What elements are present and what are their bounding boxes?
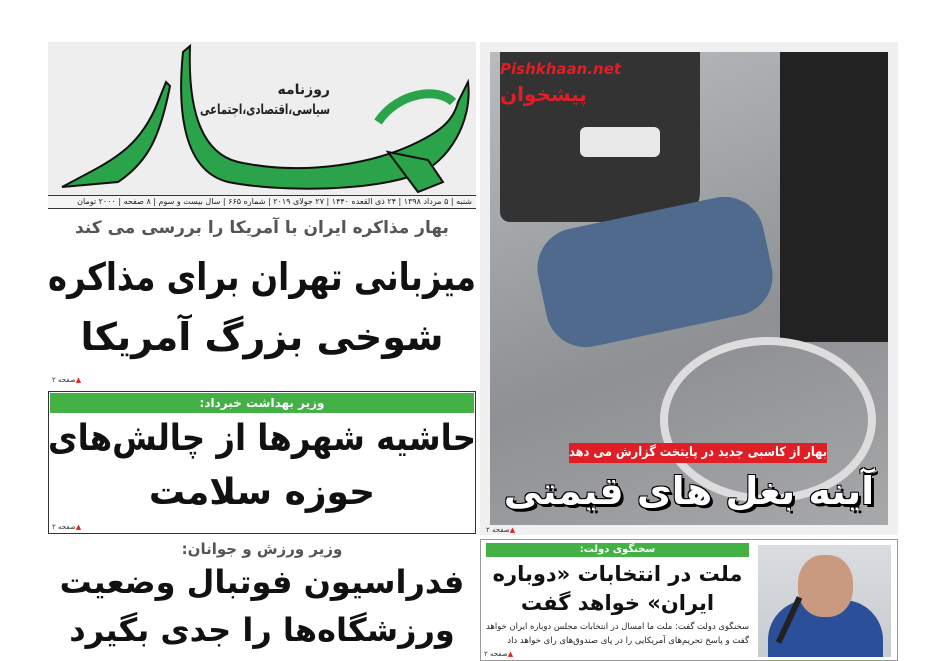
story2-headline-2[interactable]: حوزه سلامت: [148, 472, 376, 513]
watermark: Pishkhaan.net: [500, 60, 622, 78]
story2-kicker: وزیر بهداشت خبرداد:: [199, 396, 325, 410]
car-headlight: [580, 127, 660, 157]
story2-page-ref[interactable]: ▲صفحه ۲: [52, 523, 82, 531]
story3-headline-1[interactable]: فدراسیون فوتبال وضعیت: [59, 563, 465, 601]
story1-headline-2[interactable]: شوخی بزرگ آمریکا: [80, 315, 444, 359]
story1-kicker: بهار مذاکره ایران با آمریکا را بررسی می کند: [75, 218, 449, 238]
face-shape: [798, 555, 853, 617]
watermark-fa: پیشخوان: [500, 82, 587, 106]
page-ref-label: صفحه ۲: [486, 526, 510, 534]
story4-page-ref[interactable]: ▲صفحه ۲: [484, 650, 514, 658]
story3-kicker: وزیر ورزش و جوانان:: [181, 540, 343, 558]
story4-headline-1[interactable]: ملت در انتخابات «دوباره: [492, 562, 743, 586]
story4-body-line-2: گفت و پاسخ تحریم‌های آمریکایی را در پای صندوق‌های رای خواهد داد: [507, 636, 749, 646]
photo-kicker: بهار از کاسبی جدید در پایتخت گزارش می دهد: [569, 445, 827, 460]
page-ref-label: صفحه ۲: [484, 650, 508, 658]
tagline-line-2: سیاسی،اقتصادی،اجتماعی: [200, 102, 330, 118]
page-ref-label: صفحه ۲: [52, 523, 76, 531]
dateline: شنبه | ۵ مرداد ۱۳۹۸ | ۲۴ ذی القعده ۱۴۴۰ | ۲۷ جولای ۲۰۱۹ | شماره ۶۶۵ | سال بیست و سوم | ۸ صفحه | ۲۰۰۰ تومان: [77, 197, 472, 206]
spokesman-photo[interactable]: [758, 545, 891, 657]
story3-headline-2[interactable]: ورزشگاه‌ها را جدی بگیرد: [69, 611, 455, 649]
tagline-line-1: روزنامه: [277, 82, 330, 98]
standing-person: [780, 52, 888, 342]
photo-headline[interactable]: آینه بغل های قیمتی: [503, 469, 875, 513]
page-ref-label: صفحه ۲: [52, 376, 76, 384]
story4-kicker: سخنگوی دولت:: [579, 544, 656, 555]
story4-headline-2[interactable]: ایران» خواهد گفت: [520, 591, 715, 615]
story1-page-ref[interactable]: ▲صفحه ۲: [52, 376, 82, 384]
story1-headline-1[interactable]: میزبانی تهران برای مذاکره: [48, 255, 476, 299]
photo-page-ref[interactable]: ▲صفحه ۲: [486, 526, 516, 534]
story2-headline-1[interactable]: حاشیه شهرها از چالش‌های: [48, 418, 476, 459]
story4-body-line-1: سخنگوی دولت گفت: ملت ما امسال در انتخابات مجلس دوباره ایران خواهد: [486, 622, 749, 632]
